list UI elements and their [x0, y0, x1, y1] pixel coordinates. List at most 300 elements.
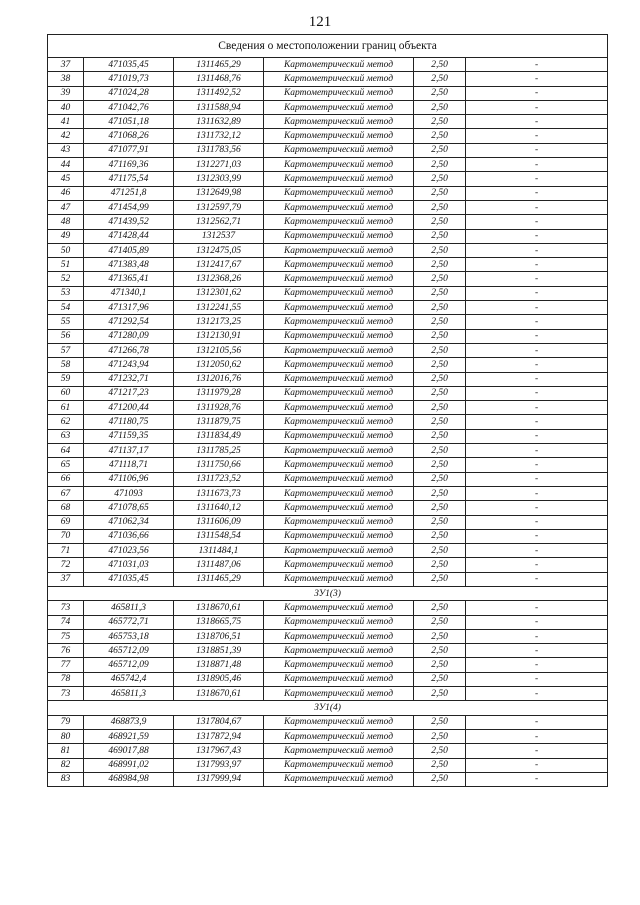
method-cell: Картометрический метод	[264, 186, 414, 200]
accuracy-cell: 2,50	[414, 315, 466, 329]
method-cell: Картометрический метод	[264, 243, 414, 257]
table-row	[48, 544, 608, 558]
point-number-cell: 78	[48, 672, 84, 686]
accuracy-cell: 2,50	[414, 215, 466, 229]
coord-y-cell: 1312597,79	[174, 200, 264, 214]
table-row	[48, 243, 608, 257]
method-cell: Картометрический метод	[264, 258, 414, 272]
coord-x-cell: 471062,34	[84, 515, 174, 529]
method-cell: Картометрический метод	[264, 415, 414, 429]
coord-y-cell: 1311487,06	[174, 558, 264, 572]
description-cell: -	[466, 444, 608, 458]
point-number-cell: 69	[48, 515, 84, 529]
table-row	[48, 143, 608, 157]
coord-x-cell: 471340,1	[84, 286, 174, 300]
description-cell: -	[466, 644, 608, 658]
method-cell: Картометрический метод	[264, 501, 414, 515]
coord-x-cell: 465811,3	[84, 687, 174, 701]
point-number-cell: 43	[48, 143, 84, 157]
method-cell: Картометрический метод	[264, 86, 414, 100]
point-number-cell: 37	[48, 58, 84, 72]
point-number-cell: 82	[48, 758, 84, 772]
point-number-cell: 44	[48, 158, 84, 172]
accuracy-cell: 2,50	[414, 200, 466, 214]
accuracy-cell: 2,50	[414, 372, 466, 386]
point-number-cell: 45	[48, 172, 84, 186]
point-number-cell: 51	[48, 258, 84, 272]
table-row	[48, 601, 608, 615]
method-cell: Картометрический метод	[264, 72, 414, 86]
description-cell: -	[466, 129, 608, 143]
description-cell: -	[466, 386, 608, 400]
accuracy-cell: 2,50	[414, 687, 466, 701]
point-number-cell: 60	[48, 386, 84, 400]
point-number-cell: 73	[48, 601, 84, 615]
table-row	[48, 372, 608, 386]
method-cell: Картометрический метод	[264, 329, 414, 343]
table-row	[48, 215, 608, 229]
point-number-cell: 53	[48, 286, 84, 300]
table-row	[48, 186, 608, 200]
description-cell: -	[466, 501, 608, 515]
description-cell: -	[466, 629, 608, 643]
coord-x-cell: 471365,41	[84, 272, 174, 286]
coord-y-cell: 1311834,49	[174, 429, 264, 443]
accuracy-cell: 2,50	[414, 601, 466, 615]
table-row	[48, 258, 608, 272]
point-number-cell: 40	[48, 100, 84, 114]
accuracy-cell: 2,50	[414, 286, 466, 300]
coord-y-cell: 1311606,09	[174, 515, 264, 529]
point-number-cell: 72	[48, 558, 84, 572]
method-cell: Картометрический метод	[264, 615, 414, 629]
accuracy-cell: 2,50	[414, 715, 466, 729]
accuracy-cell: 2,50	[414, 772, 466, 786]
table-row	[48, 301, 608, 315]
description-cell: -	[466, 286, 608, 300]
accuracy-cell: 2,50	[414, 529, 466, 543]
accuracy-cell: 2,50	[414, 472, 466, 486]
accuracy-cell: 2,50	[414, 72, 466, 86]
coord-y-cell: 1311484,1	[174, 544, 264, 558]
accuracy-cell: 2,50	[414, 272, 466, 286]
description-cell: -	[466, 172, 608, 186]
description-cell: -	[466, 86, 608, 100]
method-cell: Картометрический метод	[264, 486, 414, 500]
point-number-cell: 57	[48, 343, 84, 357]
method-cell: Картометрический метод	[264, 200, 414, 214]
section-row	[48, 701, 608, 715]
coord-x-cell: 465772,71	[84, 615, 174, 629]
table-row	[48, 100, 608, 114]
point-number-cell: 79	[48, 715, 84, 729]
coord-y-cell: 1311750,66	[174, 458, 264, 472]
coord-y-cell: 1312173,25	[174, 315, 264, 329]
table-row	[48, 315, 608, 329]
method-cell: Картометрический метод	[264, 58, 414, 72]
coord-x-cell: 471405,89	[84, 243, 174, 257]
coord-y-cell: 1312649,98	[174, 186, 264, 200]
accuracy-cell: 2,50	[414, 343, 466, 357]
description-cell: -	[466, 458, 608, 472]
coord-x-cell: 471180,75	[84, 415, 174, 429]
method-cell: Картометрический метод	[264, 315, 414, 329]
point-number-cell: 65	[48, 458, 84, 472]
accuracy-cell: 2,50	[414, 158, 466, 172]
accuracy-cell: 2,50	[414, 58, 466, 72]
table-row	[48, 86, 608, 100]
description-cell: -	[466, 772, 608, 786]
method-cell: Картометрический метод	[264, 100, 414, 114]
method-cell: Картометрический метод	[264, 301, 414, 315]
description-cell: -	[466, 329, 608, 343]
description-cell: -	[466, 200, 608, 214]
coord-x-cell: 471159,35	[84, 429, 174, 443]
description-cell: -	[466, 601, 608, 615]
accuracy-cell: 2,50	[414, 258, 466, 272]
table-row	[48, 286, 608, 300]
method-cell: Картометрический метод	[264, 558, 414, 572]
coord-y-cell: 1311928,76	[174, 401, 264, 415]
method-cell: Картометрический метод	[264, 215, 414, 229]
accuracy-cell: 2,50	[414, 401, 466, 415]
accuracy-cell: 2,50	[414, 329, 466, 343]
coord-x-cell: 471251,8	[84, 186, 174, 200]
point-number-cell: 52	[48, 272, 84, 286]
table-row	[48, 629, 608, 643]
description-cell: -	[466, 343, 608, 357]
table-row	[48, 558, 608, 572]
method-cell: Картометрический метод	[264, 572, 414, 586]
coord-x-cell: 471024,28	[84, 86, 174, 100]
section-row	[48, 586, 608, 600]
method-cell: Картометрический метод	[264, 358, 414, 372]
coord-y-cell: 1318706,51	[174, 629, 264, 643]
accuracy-cell: 2,50	[414, 758, 466, 772]
description-cell: -	[466, 558, 608, 572]
accuracy-cell: 2,50	[414, 186, 466, 200]
coord-x-cell: 471137,17	[84, 444, 174, 458]
description-cell: -	[466, 544, 608, 558]
coord-x-cell: 471051,18	[84, 115, 174, 129]
description-cell: -	[466, 486, 608, 500]
coord-x-cell: 471428,44	[84, 229, 174, 243]
coord-x-cell: 468991,02	[84, 758, 174, 772]
coord-x-cell: 469017,88	[84, 744, 174, 758]
coord-x-cell: 471078,65	[84, 501, 174, 515]
table-row	[48, 658, 608, 672]
accuracy-cell: 2,50	[414, 658, 466, 672]
coord-y-cell: 1311548,54	[174, 529, 264, 543]
description-cell: -	[466, 758, 608, 772]
coord-x-cell: 471454,99	[84, 200, 174, 214]
accuracy-cell: 2,50	[414, 444, 466, 458]
method-cell: Картометрический метод	[264, 515, 414, 529]
coord-x-cell: 471118,71	[84, 458, 174, 472]
table-title-row	[48, 35, 608, 58]
table-row	[48, 172, 608, 186]
accuracy-cell: 2,50	[414, 644, 466, 658]
method-cell: Картометрический метод	[264, 143, 414, 157]
accuracy-cell: 2,50	[414, 615, 466, 629]
accuracy-cell: 2,50	[414, 744, 466, 758]
coord-y-cell: 1312562,71	[174, 215, 264, 229]
table-row	[48, 401, 608, 415]
table-row	[48, 272, 608, 286]
point-number-cell: 42	[48, 129, 84, 143]
coord-x-cell: 471292,54	[84, 315, 174, 329]
point-number-cell: 38	[48, 72, 84, 86]
point-number-cell: 54	[48, 301, 84, 315]
method-cell: Картометрический метод	[264, 172, 414, 186]
table-row	[48, 515, 608, 529]
accuracy-cell: 2,50	[414, 143, 466, 157]
coord-y-cell: 1312303,99	[174, 172, 264, 186]
method-cell: Картометрический метод	[264, 386, 414, 400]
coord-y-cell: 1311879,75	[174, 415, 264, 429]
point-number-cell: 67	[48, 486, 84, 500]
coord-y-cell: 1318905,46	[174, 672, 264, 686]
coord-x-cell: 471169,36	[84, 158, 174, 172]
method-cell: Картометрический метод	[264, 444, 414, 458]
table-row	[48, 758, 608, 772]
method-cell: Картометрический метод	[264, 529, 414, 543]
coord-x-cell: 471031,03	[84, 558, 174, 572]
accuracy-cell: 2,50	[414, 386, 466, 400]
method-cell: Картометрический метод	[264, 458, 414, 472]
description-cell: -	[466, 529, 608, 543]
description-cell: -	[466, 572, 608, 586]
table-row	[48, 115, 608, 129]
coord-y-cell: 1317967,43	[174, 744, 264, 758]
coord-y-cell: 1312130,91	[174, 329, 264, 343]
coord-x-cell: 471035,45	[84, 58, 174, 72]
description-cell: -	[466, 272, 608, 286]
point-number-cell: 73	[48, 687, 84, 701]
accuracy-cell: 2,50	[414, 172, 466, 186]
description-cell: -	[466, 401, 608, 415]
table-title: Сведения о местоположении границ объекта	[48, 35, 608, 58]
table-row	[48, 644, 608, 658]
description-cell: -	[466, 658, 608, 672]
accuracy-cell: 2,50	[414, 86, 466, 100]
coord-y-cell: 1312105,56	[174, 343, 264, 357]
coord-y-cell: 1312016,76	[174, 372, 264, 386]
table-row	[48, 386, 608, 400]
method-cell: Картометрический метод	[264, 644, 414, 658]
section-label: ЗУ1(3)	[48, 586, 608, 600]
method-cell: Картометрический метод	[264, 744, 414, 758]
coord-x-cell: 471035,45	[84, 572, 174, 586]
coord-y-cell: 1312271,03	[174, 158, 264, 172]
point-number-cell: 62	[48, 415, 84, 429]
point-number-cell: 75	[48, 629, 84, 643]
method-cell: Картометрический метод	[264, 672, 414, 686]
accuracy-cell: 2,50	[414, 243, 466, 257]
coord-y-cell: 1317999,94	[174, 772, 264, 786]
table-row	[48, 529, 608, 543]
description-cell: -	[466, 301, 608, 315]
point-number-cell: 49	[48, 229, 84, 243]
description-cell: -	[466, 372, 608, 386]
point-number-cell: 55	[48, 315, 84, 329]
coord-y-cell: 1312417,67	[174, 258, 264, 272]
description-cell: -	[466, 687, 608, 701]
coord-x-cell: 471232,71	[84, 372, 174, 386]
point-number-cell: 59	[48, 372, 84, 386]
accuracy-cell: 2,50	[414, 458, 466, 472]
method-cell: Картометрический метод	[264, 429, 414, 443]
method-cell: Картометрический метод	[264, 658, 414, 672]
coord-x-cell: 471019,73	[84, 72, 174, 86]
method-cell: Картометрический метод	[264, 343, 414, 357]
method-cell: Картометрический метод	[264, 715, 414, 729]
point-number-cell: 41	[48, 115, 84, 129]
accuracy-cell: 2,50	[414, 115, 466, 129]
coord-x-cell: 468984,98	[84, 772, 174, 786]
coord-y-cell: 1318670,61	[174, 601, 264, 615]
coord-x-cell: 471093	[84, 486, 174, 500]
point-number-cell: 80	[48, 729, 84, 743]
coord-x-cell: 468873,9	[84, 715, 174, 729]
coord-y-cell: 1312301,62	[174, 286, 264, 300]
table-row	[48, 715, 608, 729]
table-row	[48, 486, 608, 500]
coord-x-cell: 471439,52	[84, 215, 174, 229]
description-cell: -	[466, 58, 608, 72]
coord-y-cell: 1312241,55	[174, 301, 264, 315]
table-row	[48, 200, 608, 214]
accuracy-cell: 2,50	[414, 544, 466, 558]
table-row	[48, 458, 608, 472]
coord-y-cell: 1318670,61	[174, 687, 264, 701]
point-number-cell: 50	[48, 243, 84, 257]
coord-x-cell: 471383,48	[84, 258, 174, 272]
accuracy-cell: 2,50	[414, 515, 466, 529]
accuracy-cell: 2,50	[414, 729, 466, 743]
method-cell: Картометрический метод	[264, 272, 414, 286]
table-row	[48, 129, 608, 143]
coord-x-cell: 471036,66	[84, 529, 174, 543]
table-row	[48, 158, 608, 172]
method-cell: Картометрический метод	[264, 129, 414, 143]
table-row	[48, 472, 608, 486]
coord-y-cell: 1317804,67	[174, 715, 264, 729]
coord-y-cell: 1311492,52	[174, 86, 264, 100]
coord-y-cell: 1312050,62	[174, 358, 264, 372]
accuracy-cell: 2,50	[414, 429, 466, 443]
table-row	[48, 444, 608, 458]
table-row	[48, 329, 608, 343]
description-cell: -	[466, 715, 608, 729]
coord-y-cell: 1311632,89	[174, 115, 264, 129]
table-row	[48, 687, 608, 701]
table-row	[48, 772, 608, 786]
coord-x-cell: 471077,91	[84, 143, 174, 157]
point-number-cell: 70	[48, 529, 84, 543]
coord-y-cell: 1311465,29	[174, 58, 264, 72]
method-cell: Картометрический метод	[264, 158, 414, 172]
method-cell: Картометрический метод	[264, 286, 414, 300]
point-number-cell: 56	[48, 329, 84, 343]
description-cell: -	[466, 515, 608, 529]
coord-x-cell: 471106,96	[84, 472, 174, 486]
accuracy-cell: 2,50	[414, 558, 466, 572]
coord-y-cell: 1312537	[174, 229, 264, 243]
coord-x-cell: 471217,23	[84, 386, 174, 400]
point-number-cell: 83	[48, 772, 84, 786]
description-cell: -	[466, 72, 608, 86]
coord-y-cell: 1318871,48	[174, 658, 264, 672]
coord-x-cell: 468921,59	[84, 729, 174, 743]
point-number-cell: 76	[48, 644, 84, 658]
coord-y-cell: 1311673,73	[174, 486, 264, 500]
method-cell: Картометрический метод	[264, 758, 414, 772]
description-cell: -	[466, 615, 608, 629]
coord-y-cell: 1318665,75	[174, 615, 264, 629]
method-cell: Картометрический метод	[264, 601, 414, 615]
point-number-cell: 37	[48, 572, 84, 586]
coord-y-cell: 1312475,05	[174, 243, 264, 257]
coord-y-cell: 1311979,28	[174, 386, 264, 400]
coord-x-cell: 471317,96	[84, 301, 174, 315]
coord-y-cell: 1317993,97	[174, 758, 264, 772]
table-row	[48, 672, 608, 686]
coordinates-sheet	[47, 34, 607, 787]
description-cell: -	[466, 186, 608, 200]
table-row	[48, 429, 608, 443]
table-row	[48, 744, 608, 758]
method-cell: Картометрический метод	[264, 687, 414, 701]
coord-y-cell: 1311588,94	[174, 100, 264, 114]
description-cell: -	[466, 472, 608, 486]
description-cell: -	[466, 215, 608, 229]
point-number-cell: 66	[48, 472, 84, 486]
method-cell: Картометрический метод	[264, 115, 414, 129]
description-cell: -	[466, 229, 608, 243]
accuracy-cell: 2,50	[414, 501, 466, 515]
section-label: ЗУ1(4)	[48, 701, 608, 715]
coord-y-cell: 1311723,52	[174, 472, 264, 486]
table-row	[48, 229, 608, 243]
accuracy-cell: 2,50	[414, 672, 466, 686]
coord-x-cell: 471042,76	[84, 100, 174, 114]
point-number-cell: 39	[48, 86, 84, 100]
coord-y-cell: 1311783,56	[174, 143, 264, 157]
method-cell: Картометрический метод	[264, 401, 414, 415]
coord-x-cell: 465712,09	[84, 644, 174, 658]
table-row	[48, 343, 608, 357]
coord-y-cell: 1317872,94	[174, 729, 264, 743]
method-cell: Картометрический метод	[264, 772, 414, 786]
accuracy-cell: 2,50	[414, 629, 466, 643]
point-number-cell: 71	[48, 544, 84, 558]
coord-y-cell: 1311785,25	[174, 444, 264, 458]
accuracy-cell: 2,50	[414, 229, 466, 243]
point-number-cell: 61	[48, 401, 84, 415]
coordinates-table	[47, 34, 608, 787]
description-cell: -	[466, 143, 608, 157]
coord-y-cell: 1311732,12	[174, 129, 264, 143]
method-cell: Картометрический метод	[264, 472, 414, 486]
point-number-cell: 77	[48, 658, 84, 672]
coord-y-cell: 1311465,29	[174, 572, 264, 586]
coord-x-cell: 471200,44	[84, 401, 174, 415]
point-number-cell: 48	[48, 215, 84, 229]
description-cell: -	[466, 100, 608, 114]
point-number-cell: 74	[48, 615, 84, 629]
method-cell: Картометрический метод	[264, 629, 414, 643]
